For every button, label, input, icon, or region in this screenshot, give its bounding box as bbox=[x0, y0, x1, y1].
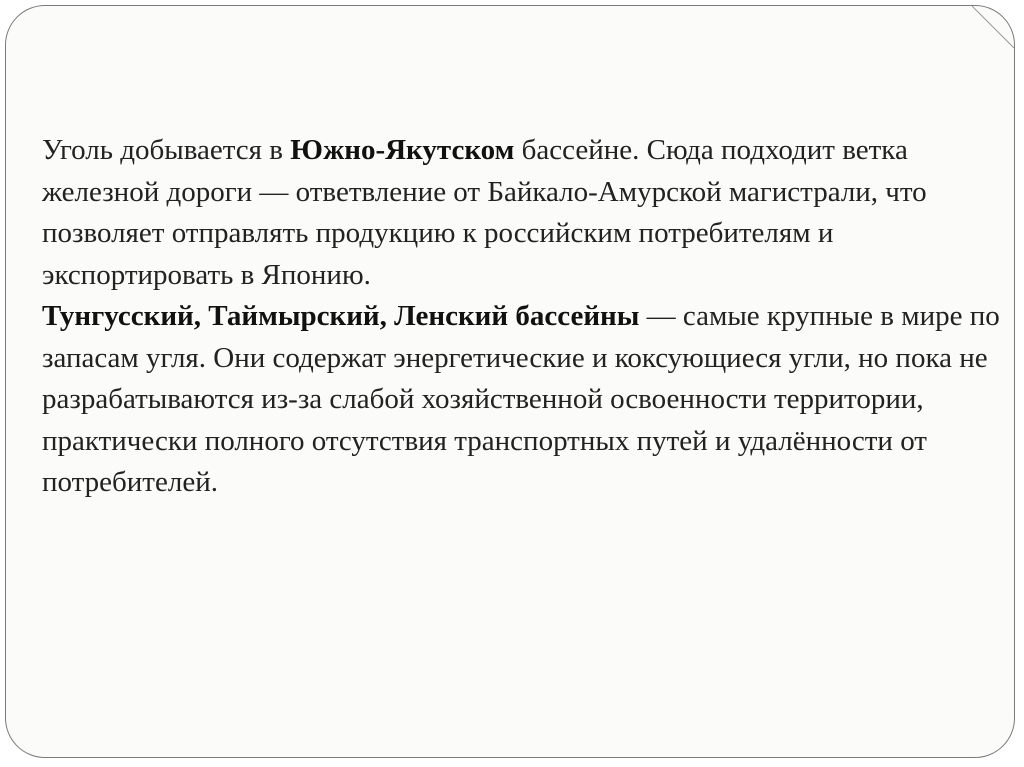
paragraph1-pre: Уголь добывается в bbox=[42, 134, 291, 166]
paragraph-largest-basins bbox=[42, 296, 1002, 504]
paragraph-south-yakutsk bbox=[42, 130, 1002, 296]
paragraph2-bold-term: Тунгусский, Таймырский, Ленский бассейны bbox=[42, 300, 640, 332]
page-curl-decoration bbox=[972, 6, 1014, 48]
slide-text-body bbox=[42, 130, 1002, 504]
paragraph2-post: — самые крупные в мире по запасам угля. Они содержат энергетические и коксующиеся угли, но пока не разрабатываются из-за слабой хозяйственной освоенности территории, практически полного отсутствия транспортных путей и удалённости от потребителей. bbox=[42, 300, 1000, 498]
paragraph1-post: бассейне. Сюда подходит ветка железной дороги — ответвление от Байкало-Амурской магистрали, что позволяет отправлять продукцию к российским потребителям и экспортировать в Японию. bbox=[42, 134, 927, 291]
slide-frame bbox=[5, 5, 1015, 758]
paragraph1-bold-term: Южно-Якутском bbox=[290, 134, 515, 166]
